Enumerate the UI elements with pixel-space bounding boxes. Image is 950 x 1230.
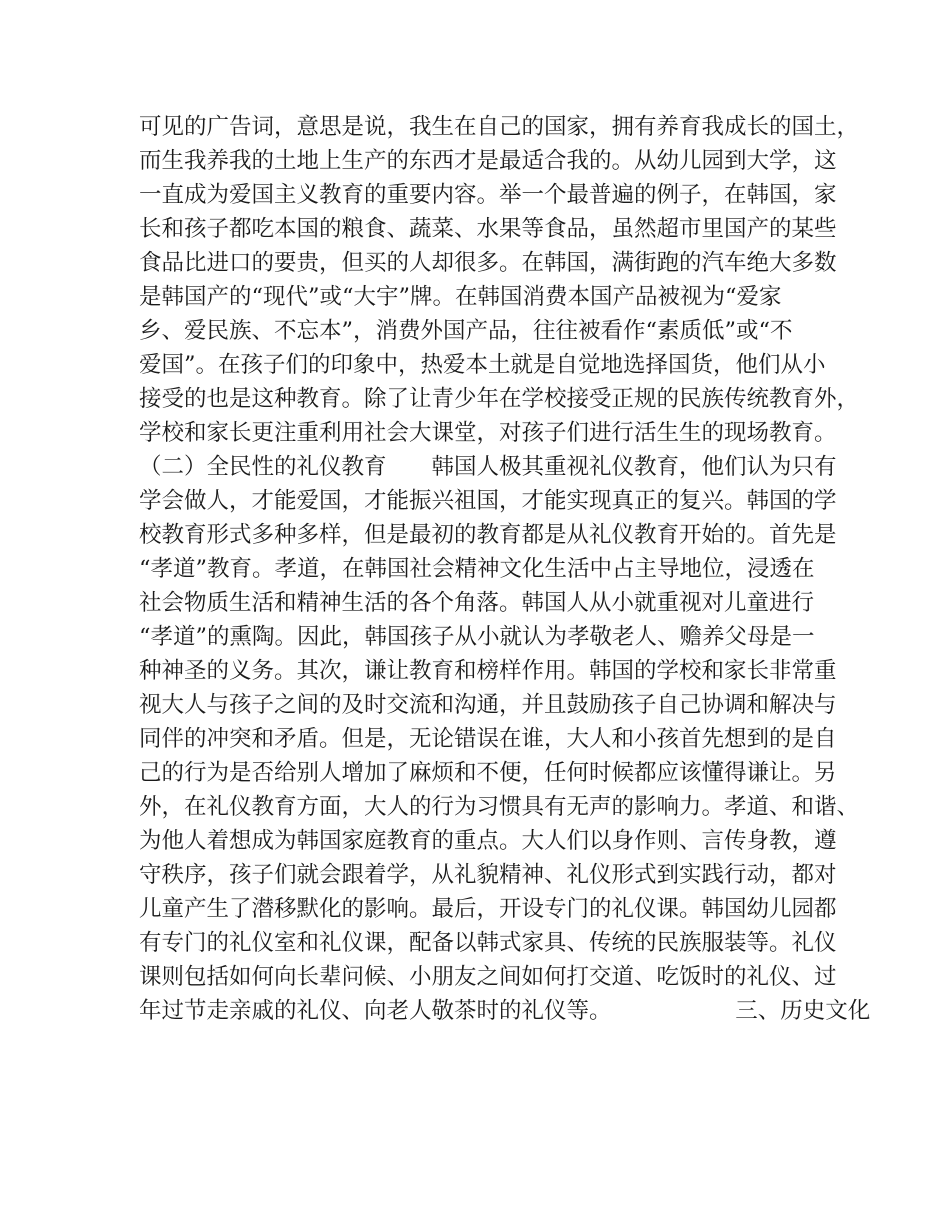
text-line: 视大人与孩子之间的及时交流和沟通，并且鼓励孩子自己协调和解决与	[139, 692, 837, 718]
text-line: 而生我养我的土地上生产的东西才是最适合我的。从幼儿园到大学，这	[139, 148, 837, 174]
text-line: 学校和家长更注重利用社会大课堂，对孩子们进行活生生的现场教育。	[139, 420, 837, 446]
text-line: 食品比进口的要贵，但买的人却很多。在韩国，满街跑的汽车绝大多数	[139, 250, 837, 276]
text-line: “孝道”教育。孝道，在韩国社会精神文化生活中占主导地位，浸透在	[139, 556, 815, 582]
section-heading-line: （二）全民性的礼仪教育 韩国人极其重视礼仪教育，他们认为只有	[139, 454, 837, 480]
text-line: 学会做人，才能爱国，才能振兴祖国，才能实现真正的复兴。韩国的学	[139, 488, 837, 514]
text-line: 有专门的礼仪室和礼仪课，配备以韩式家具、传统的民族服装等。礼仪	[139, 930, 837, 956]
text-line: 一直成为爱国主义教育的重要内容。举一个最普遍的例子，在韩国，家	[139, 182, 837, 208]
text-line: 守秩序，孩子们就会跟着学，从礼貌精神、礼仪形式到实践行动，都对	[139, 862, 837, 888]
text-line: 乡、爱民族、不忘本”，消费外国产品，往往被看作“素质低”或“不	[139, 318, 793, 344]
text-line: “孝道”的熏陶。因此，韩国孩子从小就认为孝敬老人、赡养父母是一	[139, 624, 815, 650]
text-line: 己的行为是否给别人增加了麻烦和不便，任何时候都应该懂得谦让。另	[139, 760, 837, 786]
text-line: 种神圣的义务。其次，谦让教育和榜样作用。韩国的学校和家长非常重	[139, 658, 837, 684]
text-line: 课则包括如何向长辈问候、小朋友之间如何打交道、吃饭时的礼仪、过	[139, 964, 837, 990]
text-line: 年过节走亲戚的礼仪、向老人敬茶时的礼仪等。 三、历史文化	[139, 998, 871, 1024]
text-line: 长和孩子都吃本国的粮食、蔬菜、水果等食品，虽然超市里国产的某些	[139, 216, 837, 242]
text-line: 接受的也是这种教育。除了让青少年在学校接受正规的民族传统教育外，	[139, 386, 860, 412]
text-line: 为他人着想成为韩国家庭教育的重点。大人们以身作则、言传身教，遵	[139, 828, 837, 854]
text-line: 可见的广告词，意思是说，我生在自己的国家，拥有养育我成长的国土，	[139, 114, 860, 140]
text-line: 儿童产生了潜移默化的影响。最后，开设专门的礼仪课。韩国幼儿园都	[139, 896, 837, 922]
text-line: 同伴的冲突和矛盾。但是，无论错误在谁，大人和小孩首先想到的是自	[139, 726, 837, 752]
text-line: 外，在礼仪教育方面，大人的行为习惯具有无声的影响力。孝道、和谐、	[139, 794, 860, 820]
text-line: 爱国”。在孩子们的印象中，热爱本土就是自觉地选择国货，他们从小	[139, 352, 826, 378]
text-line: 校教育形式多种多样，但是最初的教育都是从礼仪教育开始的。首先是	[139, 522, 837, 548]
text-line: 社会物质生活和精神生活的各个角落。韩国人从小就重视对儿童进行	[139, 590, 815, 616]
text-line: 是韩国产的“现代”或“大宇”牌。在韩国消费本国产品被视为“爱家	[139, 284, 782, 310]
body-text	[139, 110, 871, 1028]
